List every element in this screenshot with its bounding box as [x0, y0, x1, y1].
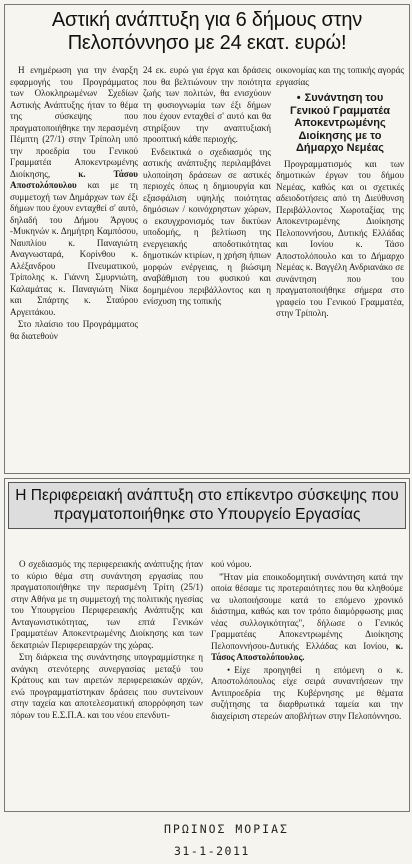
article-2 [4, 478, 410, 812]
bullet-icon: • [296, 92, 301, 104]
paragraph: κού νόμου. [211, 559, 252, 569]
bullet-icon: • [227, 664, 231, 675]
paragraph: 24 εκ. ευρώ για έργα και δράσεις που θα βελτιώνουν την ποιότητα ζωής των πολιτών, θα ενισχύουν τη φυσιογνωμία των έξι δήμων που έχουν ενταχθεί σ' αυτό και θα στηρίξουν την αναπτυξιακή προοπτική κάθε περιοχής. [143, 65, 271, 144]
paragraph: Στο πλαίσιο του Προγράμματος θα διατεθούν [10, 319, 138, 341]
article-2-body [11, 559, 403, 807]
paragraph: Ο σχεδιασμός της περιφερειακής ανάπτυξης ήταν το κύριο θέμα στη συνάντηση εργασίας που πραγματοποιήθηκε την περασμένη Τρίτη (25/1) στην Αθήνα με τη συμμετοχή της πολιτικής ηγεσίας του Υπουργείου Περιφερειακής Ανάπτυξης και Ανταγωνιστικότητας, των επτά Γενικών Γραμματέων Αποκεντρωμένης Διοίκησης και των δεκατριών Περιφερειαρχών της χώρας. [11, 559, 203, 650]
paragraph-text: Η ενημέρωση για την έναρξη εφαρμογής του Προγράμματος των Ολοκληρωμένων Σχεδίων Αστικής Ανάπτυξης ήταν το θέμα της σύσκεψης που πραγματοποιήθηκε την περασμένη Πέμπτη (27/1) στην Τρίπολη υπό την προεδρία του Γενικού Γραμματέα Αποκεντρωμένης Διοίκησης, [10, 65, 138, 179]
quote-text: "Ήταν μία εποικοδομητική συνάντηση κατά την οποία θέσαμε τις προτεραιότητες που θα κληθούμε να υλοποιήσουμε κατά το επόμενο χρονικό διάστημα, καθώς και τον τρόπο διαμόρφωσης μιας νέας συλλογικότητας", δήλωσε ο Γενικός Γραμματέας Αποκεντρωμένης Διοίκησης Πελοποννήσου-Δυτικής Ελλάδας και Ιονίου, [211, 571, 403, 651]
article-1-body [10, 65, 404, 469]
paragraph-text: και με τη συμμετοχή των Δημάρχων των έξι δήμων που έχουν ενταχθεί σ' αυτό, δηλαδή του Δήμου Άργους -Μυκηνών κ. Δημήτρη Καμπόσου, Ναυπλίου κ. Παναγιώτη Αναγνωσταρά, Κορίνθου κ. Αλέξανδρου Πνευματικού, Τρίπολης κ. Γιάννη Σμυρνιώτη, Καλαμάτας κ. Παναγιώτη Νίκα και Σπάρτης κ. Σταύρου Αργειτάκου. [10, 180, 138, 317]
subheading-text: Συνάντηση του Γενικού Γραμματέα Αποκεντρωμένης Διοίκησης με το Δήμαρχο Νεμέας [290, 92, 390, 154]
handwritten-newspaper-name: ΠΡΩΙΝΟΣ ΜΟΡΙΑΣ [164, 822, 289, 836]
article-2-col-2 [211, 559, 403, 807]
paragraph [211, 572, 403, 664]
person-name: κ. Τάσου Αποστολόπουλου [10, 168, 138, 190]
paragraph [211, 665, 403, 723]
paragraph [10, 65, 138, 318]
person-name: κ. Τάσος Αποστολόπουλος. [211, 640, 403, 662]
article-2-title-box [8, 482, 406, 529]
article-1-col-1 [10, 65, 138, 469]
article-1-col-3 [276, 65, 404, 469]
paragraph: Προγραμματισμός και των δημοτικών έργων του δήμου Νεμέας, καθώς και οι σχετικές αδειοδοτήσεις από τη Διεύθυνση Περιβάλλοντος Χωροταξίας της Αποκεντρωμένης Διοίκησης Πελοποννήσου, Δυτικής Ελλάδας και Ιονίου κ. Τάσο Αποστολόπουλο και το Δήμαρχο Νεμέας κ. Βαγγέλη Ανδριανάκο σε συνάντηση που του πραγματοποιήθηκε σήμερα στο γραφείο του Γενικού Γραμματέα, στην Τρίπολη. [276, 158, 404, 318]
paragraph: Στη διάρκεια της συνάντησης υπογραμμίστηκε η ανάγκη στενότερης συνεργασίας μεταξύ του Κράτους και των αιρετών περιφερειακών αρχών, ενώ προγραμματίστηκαν δράσεις που συντείνουν στην ταχεία και αποτελεσματική απορρόφηση των πόρων του Ε.Σ.Π.Α. και του νέου επενδυτι- [11, 652, 203, 720]
article-1-col-2 [143, 65, 271, 469]
article-1 [4, 4, 410, 474]
paragraph-text: Είχε προηγηθεί η επόμενη ο κ. Αποστολόπουλος είχε σειρά συναντήσεων την Αντιπροεδρία της Κυβέρνησης με θέματα συζήτησης τα διαρθρωτικά ταμεία και την διαχείριση στερεών αποβλήτων στην Πελοπόννησο. [211, 664, 403, 721]
article-2-col-1 [11, 559, 203, 807]
paragraph: οικονομίας και της τοπικής αγοράς εργασίας [276, 65, 404, 87]
article-1-subheading [276, 92, 404, 155]
article-1-title: Αστική ανάπτυξη για 6 δήμους στην Πελοπόννησο με 24 εκατ. ευρώ! [51, 9, 363, 54]
paragraph: Ενδεικτικά ο σχεδιασμός της αστικής ανάπτυξης περιλαμβάνει υλοποίηση δράσεων σε αστικές περιοχές όπως η δημιουργία και εξασφάλιση υψηλής ποιότητας δημόσιων / κοινόχρηστων χώρων, ο εκσυγχρονισμός των δικτύων υποδομής, η βελτίωση της ενεργειακής αποδοτικότητας δημοτικών κτιρίων, η χρήση ήπιων μορφών ενέργειας, η βιώσιμη αναβάθμιση του φυσικού και δομημένου περιβάλλοντος και η ενίσχυση της τοπικής [143, 146, 271, 306]
handwritten-date: 31-1-2011 [174, 844, 250, 858]
article-2-title: Η Περιφερειακή ανάπτυξη στο επίκεντρο σύσκεψης που πραγματοποιήθηκε στο Υπουργείο Εργασίας [15, 487, 399, 523]
